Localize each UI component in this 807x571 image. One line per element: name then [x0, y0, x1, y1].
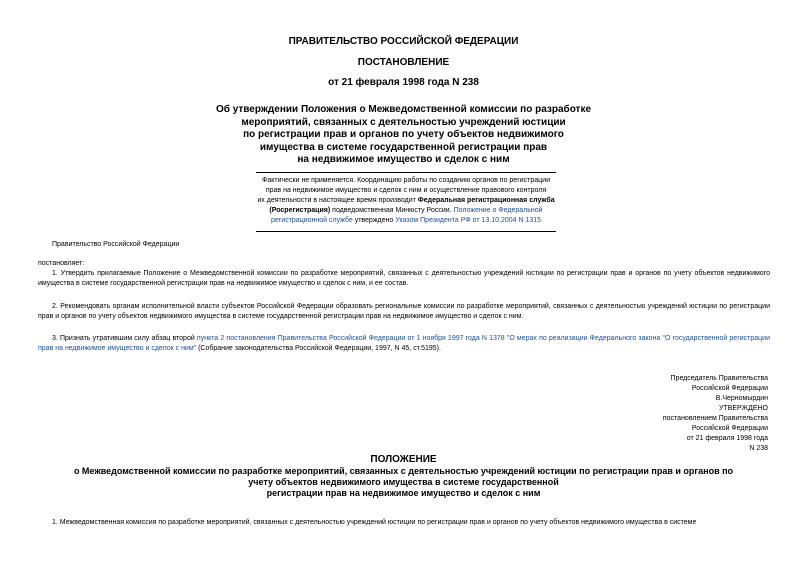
subtitle-line: регистрации прав на недвижимое имущество и сделок с ним	[266, 488, 541, 498]
paragraph-3: 3. Признать утратившим силу абзац второй пункта 2 постановления Правительства Российской Федерации от 1 ноября 1997 года N 1378 "О мерах по реализации Федерального закона "О государственной регистрации прав на недвижимое имущество и сделок с ним" (Собрание законодательства Российской Федерации, 1997, N 45, ст.5195).	[38, 335, 770, 352]
agency-name: Федеральная регистрационная служба	[417, 197, 555, 204]
notice-bottom-rule	[256, 231, 556, 232]
notice-line: их деятельности в настоящее время производит Федеральная регистрационная служба	[257, 197, 555, 204]
signature-line: постановлением Правительства	[662, 415, 768, 422]
title-line: Об утверждении Положения о Межведомственной комиссии по разработке	[215, 104, 592, 115]
signature-block	[470, 374, 768, 454]
regulation-link-cont[interactable]: регистрационной службе	[270, 217, 353, 224]
regulation-subtitle	[40, 466, 767, 499]
document-title	[0, 104, 807, 167]
notice-line: Фактически не применяется. Координацию работы по созданию органов по регистрации	[262, 177, 550, 184]
decree-1378-link[interactable]: пункта 2 постановления Правительства Российской Федерации от 1 ноября 1997 года N 1378 "О мерах по реализации Федерального закона "О государственной регистрации прав на недвижимое имущество и сделок с ним"	[38, 335, 770, 352]
signature-line: Председатель Правительства	[670, 375, 768, 382]
decree-link[interactable]: Указом Президента РФ от 13.10.2004 N 1315	[395, 217, 542, 224]
title-line: мероприятий, связанных с деятельностью учреждений юстиции	[241, 116, 566, 128]
date-number: от 21 февраля 1998 года N 238	[328, 77, 479, 88]
signature-line: N 238	[749, 445, 768, 452]
title-line: на недвижимое имущество и сделок с ним	[297, 154, 510, 165]
subtitle-line: учету объектов недвижимого имущества в системе государственной	[248, 477, 559, 487]
notice-top-rule	[256, 172, 556, 173]
org-heading: ПРАВИТЕЛЬСТВО РОССИЙСКОЙ ФЕДЕРАЦИИ	[288, 36, 519, 47]
regulation-paragraph-1: 1. Межведомственная комиссия по разработке мероприятий, связанных с деятельностью учреждений юстиции по регистрации прав и органов по учету объектов недвижимого имущества в системе	[52, 519, 697, 526]
agency-abbrev: (Росрегистрация)	[269, 207, 331, 214]
title-line: имущества в системе государственной регистрации прав	[259, 141, 548, 153]
title-line: по регистрации прав и органов по учету объектов недвижимого	[243, 129, 564, 140]
signature-line: Российской Федерации	[691, 425, 768, 432]
signature-line: Российской Федерации	[691, 385, 768, 392]
notice-line: регистрационной службе утверждено Указом Президента РФ от 13.10.2004 N 1315	[270, 217, 542, 224]
signature-line: В.Черномырдин	[715, 395, 768, 402]
decree-word: постановляет:	[38, 260, 85, 267]
notice-line: прав на недвижимое имущество и сделок с ним и осуществление правового контроля	[265, 187, 547, 194]
issuer-text: Правительство Российской Федерации	[52, 241, 180, 248]
signature-line: от 21 февраля 1998 года	[686, 435, 768, 442]
notice-block	[200, 176, 612, 226]
notice-line: (Росрегистрация) подведомственная Минюсту России. Положение о Федеральной	[269, 207, 543, 214]
paragraph-2: 2. Рекомендовать органам исполнительной власти субъектов Российской Федерации образовать региональные комиссии по разработке мероприятий, связанных с деятельностью учреждений юстиции по регистрации прав и органов по учету объектов недвижимого имущества в системе государственной регистрации прав на недвижимое имущество и сделок с ним.	[38, 303, 770, 320]
paragraph-1: 1. Утвердить прилагаемые Положение о Межведомственной комиссии по разработке мероприятий, связанных с деятельностью учреждений юстиции по регистрации прав и органов по учету объектов недвижимого имущества в системе государственной регистрации прав на недвижимое имущество и сделок с ним, и ее состав.	[38, 270, 770, 287]
regulation-link[interactable]: Положение о Федеральной	[453, 207, 543, 214]
subtitle-line: о Межведомственной комиссии по разработке мероприятий, связанных с деятельностью учреждений юстиции по регистрации прав и органов по	[73, 466, 734, 476]
doc-type-heading: ПОСТАНОВЛЕНИЕ	[357, 57, 450, 68]
signature-line: УТВЕРЖДЕНО	[718, 405, 768, 412]
regulation-title: ПОЛОЖЕНИЕ	[370, 454, 437, 465]
